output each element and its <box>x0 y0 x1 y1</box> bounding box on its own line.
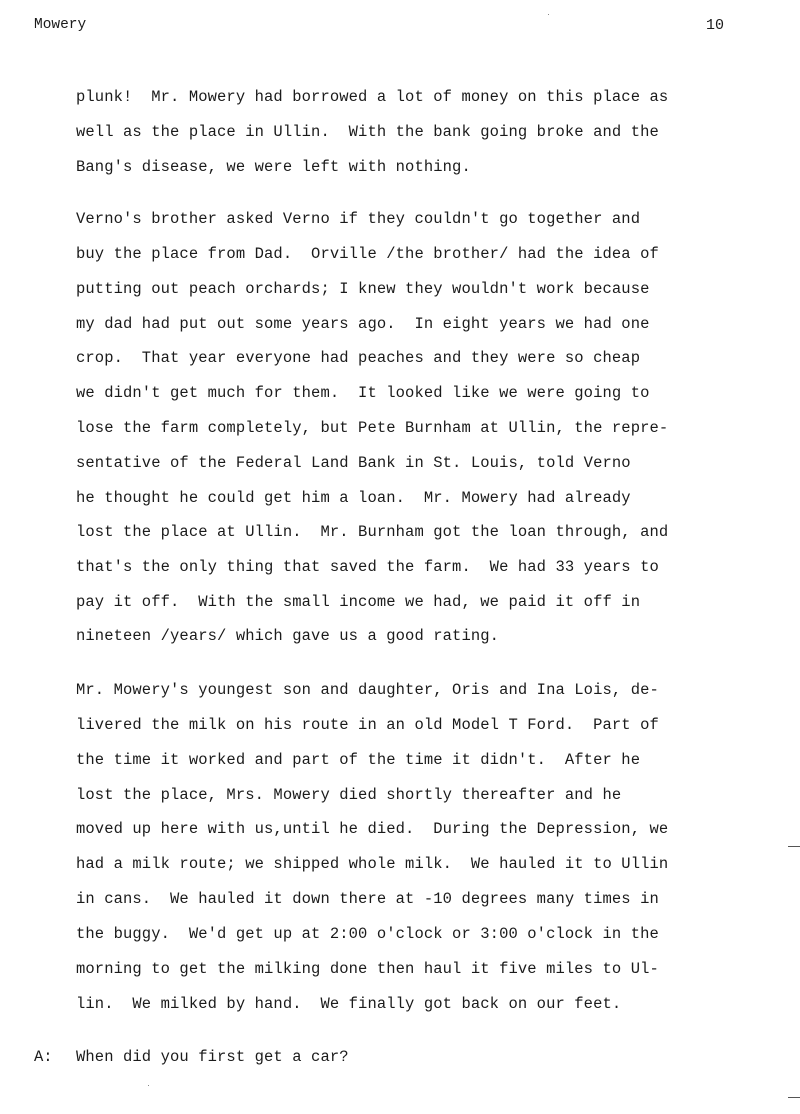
scan-speck <box>548 14 549 15</box>
text-line: he thought he could get him a loan. Mr. Mowery had already <box>76 489 631 507</box>
text-line: livered the milk on his route in an old Model T Ford. Part of <box>76 716 659 734</box>
text-line: lost the place at Ullin. Mr. Burnham got the loan through, and <box>76 523 669 541</box>
text-line: the buggy. We'd get up at 2:00 o'clock or 3:00 o'clock in the <box>76 925 659 943</box>
text-line: my dad had put out some years ago. In eight years we had one <box>76 315 650 333</box>
text-line: lost the place, Mrs. Mowery died shortly thereafter and he <box>76 786 622 804</box>
text-line: pay it off. With the small income we had, we paid it off in <box>76 593 641 611</box>
header-name: Mowery <box>34 17 87 33</box>
speaker-label: A: <box>34 1048 53 1066</box>
text-line: the time it worked and part of the time it didn't. After he <box>76 751 641 769</box>
text-line: plunk! Mr. Mowery had borrowed a lot of money on this place as <box>76 88 669 106</box>
text-line: had a milk route; we shipped whole milk. We hauled it to Ullin <box>76 855 669 873</box>
question-text: When did you first get a car? <box>76 1048 349 1066</box>
text-line: putting out peach orchards; I knew they wouldn't work because <box>76 280 650 298</box>
scan-speck <box>148 1085 149 1086</box>
text-line: nineteen /years/ which gave us a good rating. <box>76 627 500 645</box>
text-line: buy the place from Dad. Orville /the brother/ had the idea of <box>76 245 659 263</box>
text-line: morning to get the milking done then haul it five miles to Ul- <box>76 960 659 978</box>
text-line: that's the only thing that saved the farm. We had 33 years to <box>76 558 659 576</box>
text-line: lose the farm completely, but Pete Burnham at Ullin, the repre- <box>76 419 669 437</box>
text-line: lin. We milked by hand. We finally got back on our feet. <box>76 995 622 1013</box>
page-number: 10 <box>706 17 725 34</box>
text-line: we didn't get much for them. It looked like we were going to <box>76 384 650 402</box>
text-line: Mr. Mowery's youngest son and daughter, Oris and Ina Lois, de- <box>76 681 659 699</box>
text-line: sentative of the Federal Land Bank in St. Louis, told Verno <box>76 454 631 472</box>
text-line: well as the place in Ullin. With the bank going broke and the <box>76 123 659 141</box>
text-line: Verno's brother asked Verno if they couldn't go together and <box>76 210 641 228</box>
text-line: in cans. We hauled it down there at -10 degrees many times in <box>76 890 659 908</box>
text-line: Bang's disease, we were left with nothing. <box>76 158 471 176</box>
text-line: moved up here with us,until he died. During the Depression, we <box>76 820 669 838</box>
margin-mark <box>788 846 800 847</box>
margin-mark <box>788 1097 800 1098</box>
text-line: crop. That year everyone had peaches and they were so cheap <box>76 349 641 367</box>
